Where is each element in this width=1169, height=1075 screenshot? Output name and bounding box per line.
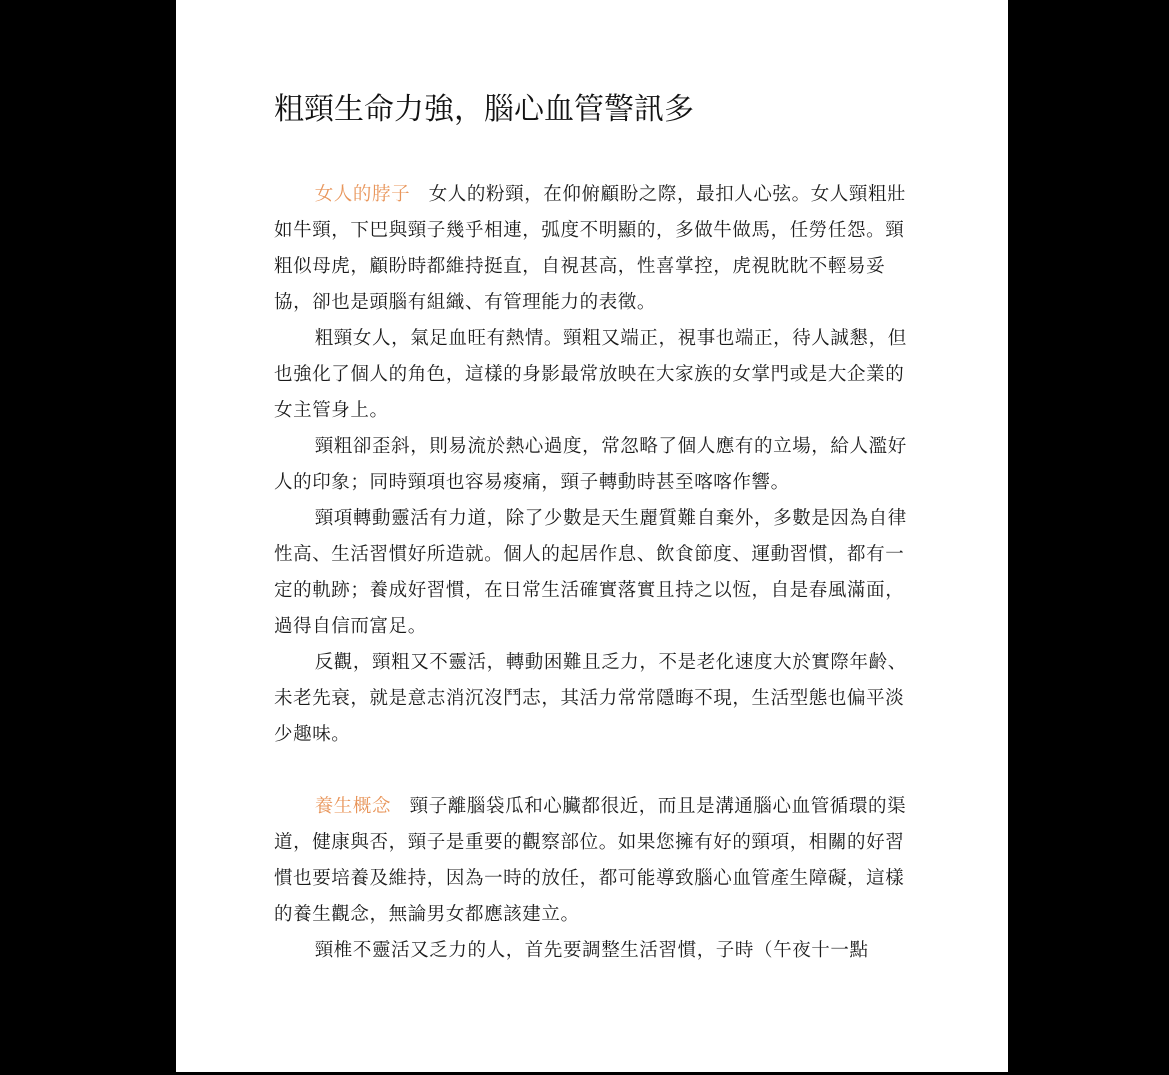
section-divider — [274, 753, 912, 789]
document-page — [176, 0, 1008, 1072]
section-heading-neck: 女人的脖子 — [314, 184, 411, 205]
paragraph-text: 頸子離腦袋瓜和心臟都很近，而且是溝通腦心血管循環的渠道，健康與否，頸子是重要的觀察部位。如果您擁有好的頸項，相關的好習慣也要培養及維持，因為一時的放任，都可能導致腦心血管產生障礙，這樣的養生觀念，無論男女都應該建立。 — [274, 796, 907, 925]
paragraph: 頸項轉動靈活有力道，除了少數是天生麗質難自棄外，多數是因為自律性高、生活習慣好所造就。個人的起居作息、飲食節度、運動習慣，都有一定的軌跡；養成好習慣，在日常生活確實落實且持之以恆，自是春風滿面，過得自信而富足。 — [274, 508, 907, 637]
article-body — [274, 177, 912, 969]
paragraph: 頸椎不靈活又乏力的人，首先要調整生活習慣，子時（午夜十一點 — [314, 940, 869, 961]
paragraph: 粗頸女人，氣足血旺有熱情。頸粗又端正，視事也端正，待人誠懇，但也強化了個人的角色，這樣的身影最常放映在大家族的女掌門或是大企業的女主管身上。 — [274, 328, 907, 421]
page-title: 粗頸生命力強，腦心血管警訊多 — [274, 92, 694, 127]
paragraph-text: 女人的粉頸，在仰俯顧盼之際，最扣人心弦。女人頸粗壯如牛頸，下巴與頸子幾乎相連，弧度不明顯的，多做牛做馬，任勞任怨。頸粗似母虎，顧盼時都維持挺直，自視甚高，性喜掌控，虎視眈眈不輕易妥協，卻也是頭腦有組織、有管理能力的表徵。 — [274, 184, 907, 313]
paragraph: 頸粗卻歪斜，則易流於熱心過度，常忽略了個人應有的立場，給人濫好人的印象；同時頸項也容易痠痛，頸子轉動時甚至喀喀作響。 — [274, 436, 907, 493]
paragraph — [274, 177, 912, 321]
paragraph — [274, 789, 912, 933]
paragraph: 反觀，頸粗又不靈活，轉動困難且乏力，不是老化速度大於實際年齡、未老先衰，就是意志消沉沒鬥志，其活力常常隱晦不現，生活型態也偏平淡少趣味。 — [274, 652, 907, 745]
section-heading-health: 養生概念 — [314, 796, 392, 817]
